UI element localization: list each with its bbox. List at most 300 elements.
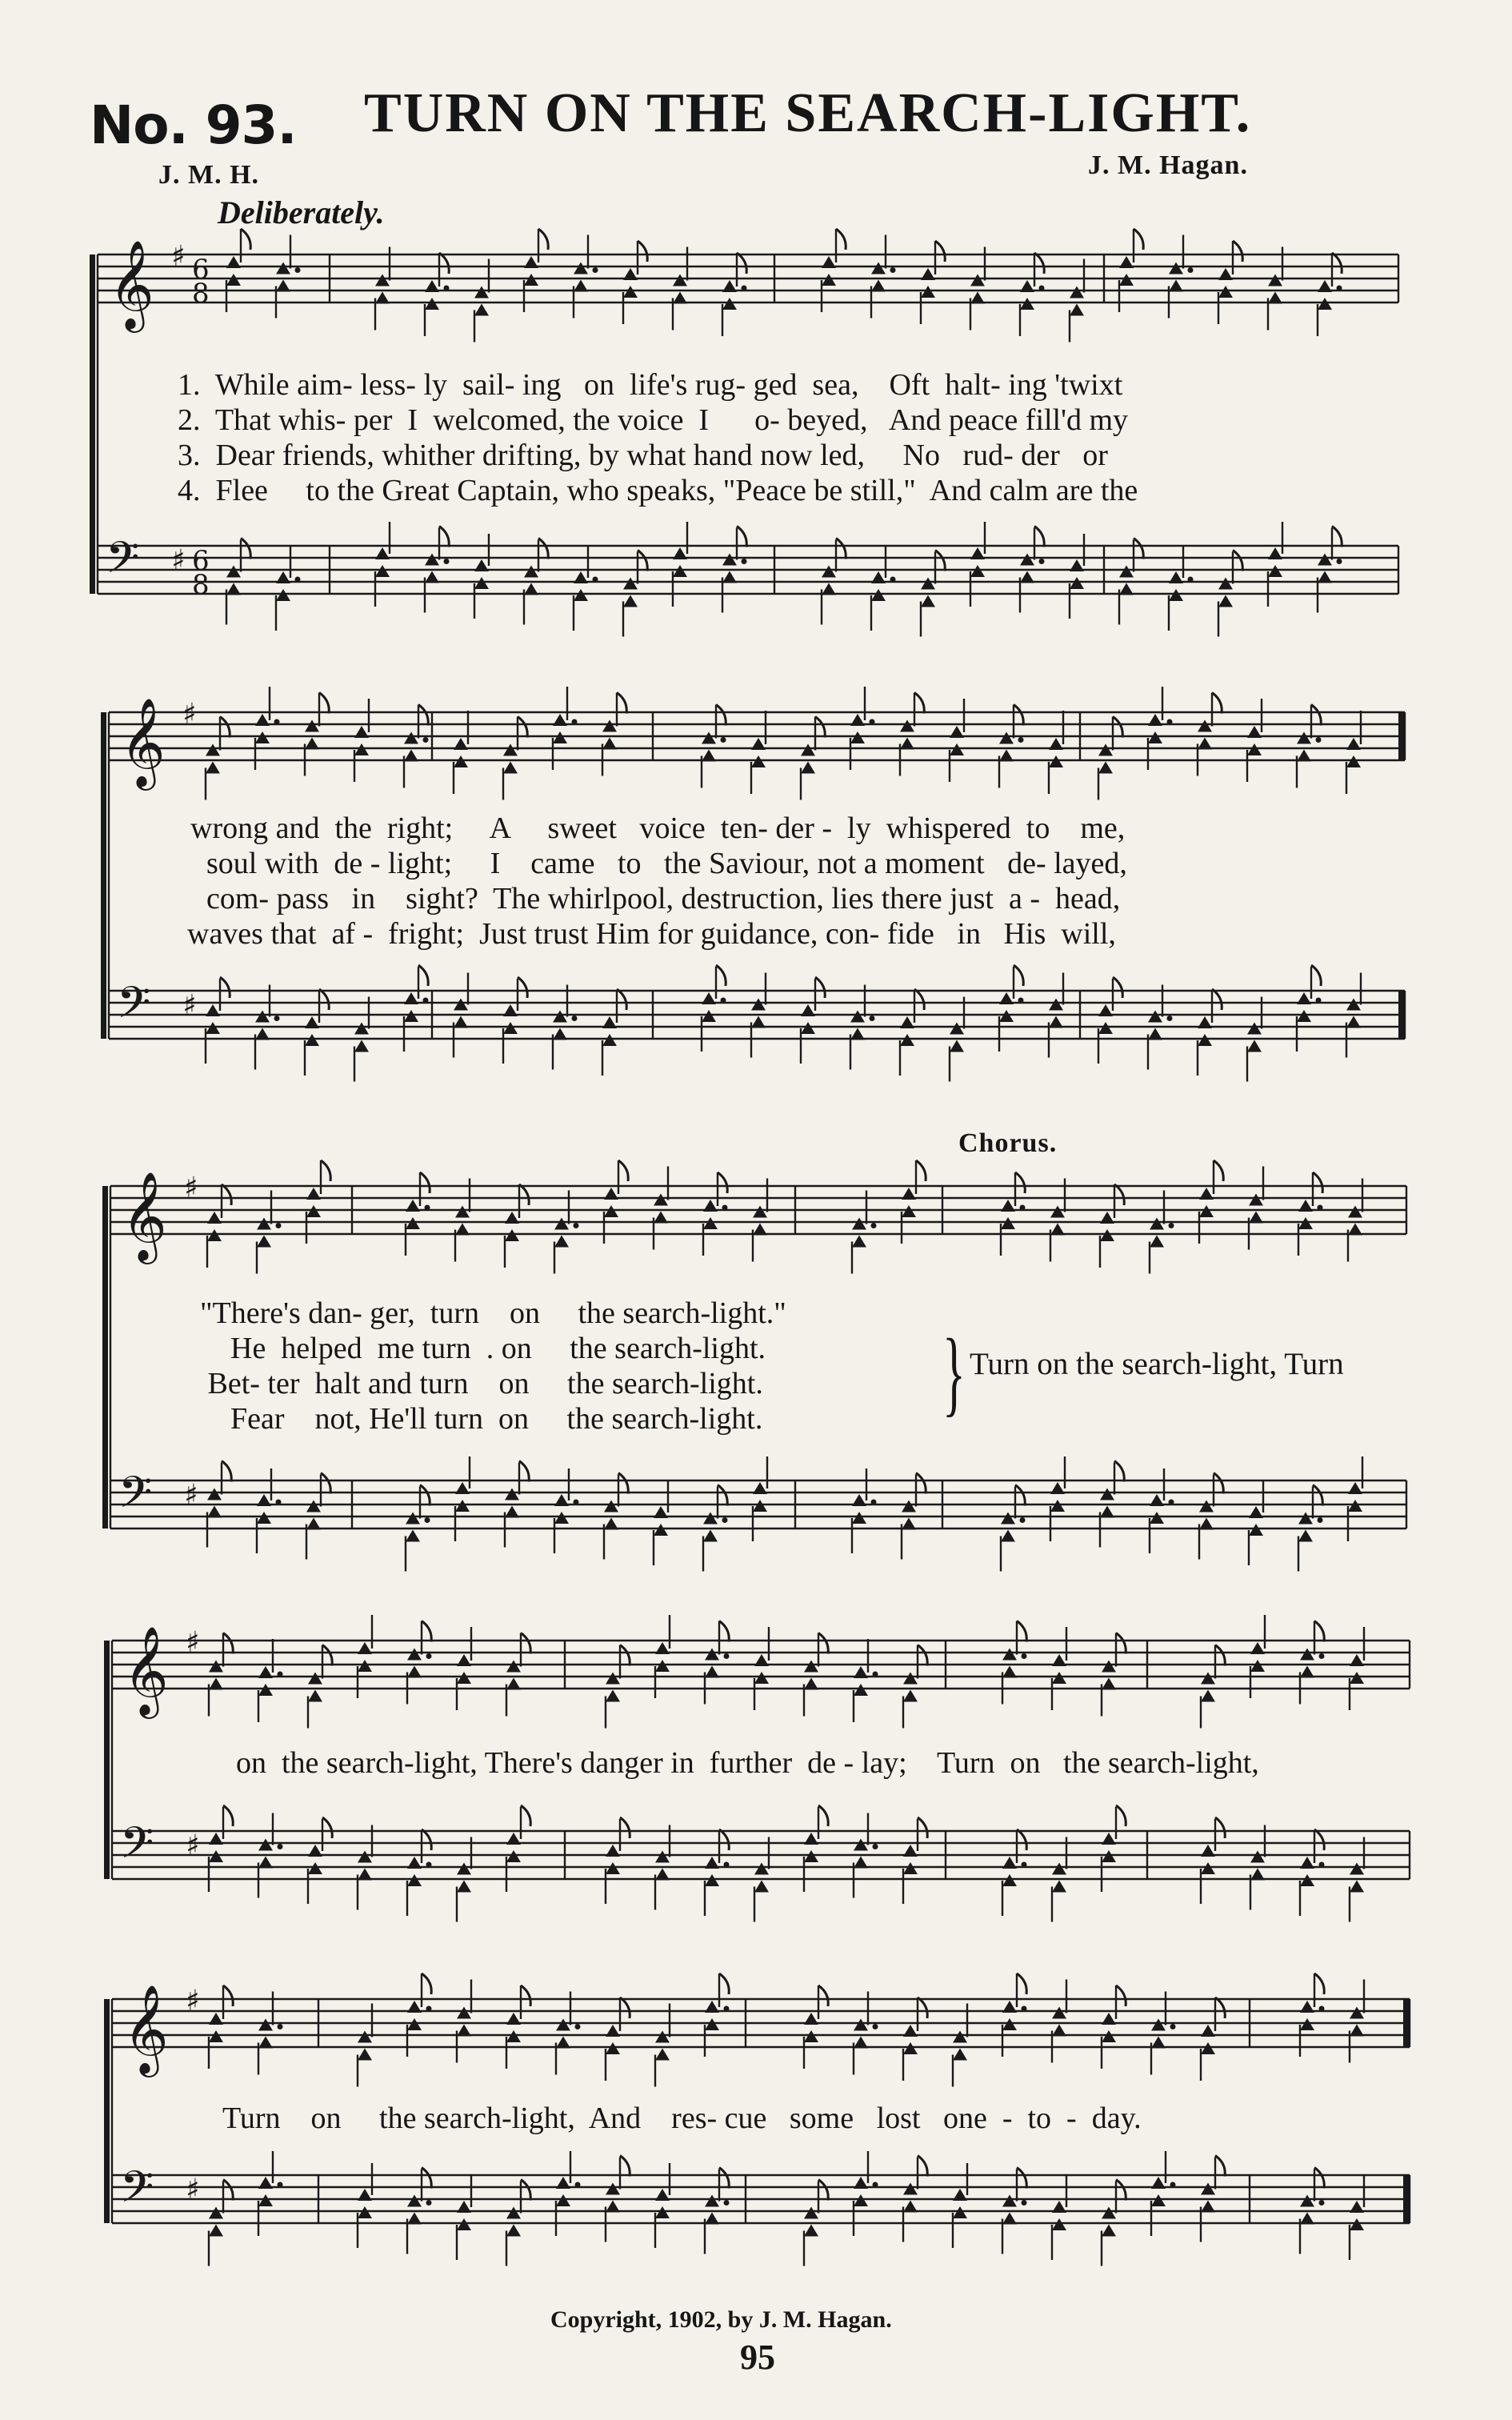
notehead	[1148, 1011, 1162, 1023]
augmentation-dot	[278, 2182, 283, 2188]
notehead	[903, 1673, 918, 1685]
notehead	[1268, 292, 1282, 304]
notehead	[425, 280, 439, 292]
augmentation-dot	[1022, 2006, 1027, 2012]
notehead	[308, 1690, 322, 1702]
notehead	[902, 1205, 916, 1217]
notehead	[852, 1236, 866, 1248]
notehead	[1268, 274, 1282, 286]
key-signature-sharp: ♯	[182, 989, 197, 1022]
notehead	[1020, 571, 1034, 583]
notehead	[574, 571, 588, 583]
notehead	[305, 1016, 319, 1028]
notehead	[258, 1684, 273, 1696]
notehead	[407, 1649, 422, 1661]
notehead	[1298, 1512, 1313, 1525]
notehead	[1300, 1857, 1314, 1869]
notehead	[1218, 268, 1233, 280]
note-flag	[521, 2180, 530, 2201]
note-flag	[1134, 229, 1143, 250]
notehead	[506, 1661, 521, 1673]
note-flag	[1214, 1473, 1223, 1494]
notehead	[1098, 744, 1113, 756]
notehead	[1350, 2201, 1364, 2213]
notehead	[1318, 571, 1332, 583]
augmentation-dot	[572, 1016, 578, 1021]
augmentation-dot	[278, 1672, 283, 1677]
note-flag	[223, 1805, 233, 1826]
notehead	[953, 2206, 967, 2218]
notehead	[574, 262, 588, 274]
notehead	[358, 1642, 372, 1654]
note-flag	[241, 229, 250, 250]
notehead	[454, 755, 468, 767]
augmentation-dot	[1337, 559, 1342, 564]
notehead	[950, 743, 964, 755]
augmentation-dot	[1167, 719, 1173, 725]
notehead	[999, 992, 1014, 1004]
notehead	[375, 565, 390, 577]
notehead	[1249, 1506, 1263, 1518]
notehead	[705, 1857, 719, 1869]
notehead	[454, 1016, 468, 1028]
hymn-number: No. 93.	[90, 94, 297, 156]
notehead	[255, 731, 270, 743]
notehead	[606, 1673, 620, 1685]
note-flag	[223, 1985, 233, 2006]
notehead	[209, 2225, 223, 2237]
notehead	[1350, 1863, 1364, 1875]
augmentation-dot	[890, 577, 896, 583]
notehead	[950, 726, 964, 738]
notehead	[207, 1229, 222, 1241]
notehead	[454, 738, 468, 750]
augmentation-dot	[873, 2182, 878, 2188]
notehead	[1318, 554, 1332, 566]
augmentation-dot	[873, 2024, 878, 2029]
augmentation-dot	[278, 2024, 283, 2029]
augmentation-dot	[1316, 737, 1322, 743]
note-flag	[1014, 965, 1023, 986]
notehead	[1001, 1200, 1015, 1212]
note-flag	[1017, 2168, 1026, 2189]
notehead	[308, 1673, 322, 1685]
notehead	[226, 583, 241, 595]
notehead	[854, 1857, 868, 1869]
notehead	[1300, 2213, 1314, 2225]
augmentation-dot	[870, 719, 875, 725]
note-flag	[935, 241, 945, 262]
note-flag	[322, 1645, 332, 1666]
augmentation-dot	[295, 577, 301, 583]
augmentation-dot	[1167, 1016, 1173, 1021]
notehead	[524, 566, 538, 578]
notehead	[1102, 1678, 1116, 1690]
notehead	[1346, 1016, 1361, 1028]
notehead	[1198, 1016, 1212, 1028]
hymn-title: TURN ON THE SEARCH-LIGHT.	[364, 82, 1252, 144]
notehead	[1346, 755, 1361, 767]
notehead	[754, 1863, 769, 1875]
note-flag	[916, 1473, 926, 1494]
lyric-line-s1-v4: 4. Flee to the Great Captain, who speaks, "Peace be still," And calm are the	[178, 474, 1138, 507]
note-flag	[716, 965, 726, 986]
note-flag	[638, 241, 647, 262]
notehead	[407, 2001, 422, 2013]
augmentation-dot	[276, 1223, 282, 1228]
notehead	[524, 583, 538, 595]
augmentation-dot	[721, 998, 726, 1004]
augmentation-dot	[423, 737, 429, 743]
notehead	[474, 286, 489, 298]
notehead	[606, 1862, 620, 1874]
notehead	[1268, 565, 1282, 577]
notehead	[305, 1034, 319, 1046]
note-flag	[422, 2168, 431, 2189]
augmentation-dot	[1018, 737, 1024, 743]
notehead	[457, 1654, 471, 1666]
thick-end-barline	[1403, 1999, 1409, 2047]
note-flag	[1313, 1172, 1322, 1193]
key-signature-sharp: ♯	[186, 1626, 200, 1659]
notehead	[425, 571, 439, 583]
note-flag	[818, 1633, 828, 1654]
notehead	[503, 1022, 518, 1034]
notehead	[306, 1188, 321, 1200]
notehead	[556, 2019, 570, 2031]
notehead	[308, 1862, 322, 1874]
notehead	[921, 268, 935, 280]
notehead	[276, 571, 290, 583]
notehead	[722, 280, 737, 292]
notehead	[655, 1851, 670, 1863]
time-signature-bottom: 8	[192, 569, 210, 601]
notehead	[804, 1661, 818, 1673]
notehead	[276, 589, 290, 601]
notehead	[455, 1206, 470, 1218]
note-flag	[1034, 527, 1044, 547]
system-brace-bar	[101, 712, 106, 1039]
notehead	[1002, 1857, 1017, 1869]
notehead	[902, 1188, 916, 1200]
notehead	[276, 262, 290, 274]
augmentation-dot	[724, 2200, 730, 2206]
notehead	[1300, 1649, 1314, 1661]
notehead	[1169, 262, 1183, 274]
notehead	[606, 1845, 620, 1857]
notehead	[1052, 2007, 1066, 2019]
note-flag	[818, 1805, 828, 1826]
notehead	[1201, 2183, 1215, 2195]
notehead	[921, 578, 935, 590]
notehead	[801, 1004, 815, 1016]
page-number: 95	[740, 2338, 775, 2377]
notehead	[673, 565, 687, 577]
time-signature-top: 6	[192, 254, 210, 286]
notehead	[804, 2207, 818, 2219]
augmentation-dot	[575, 2182, 581, 2188]
notehead	[257, 1236, 271, 1248]
notehead	[1052, 1654, 1066, 1666]
augmentation-dot	[278, 1844, 283, 1849]
augmentation-dot	[890, 267, 896, 273]
time-signature-top: 6	[192, 545, 210, 577]
note-flag	[719, 1621, 729, 1642]
note-flag	[1116, 2180, 1126, 2201]
augmentation-dot	[274, 1016, 280, 1021]
notehead	[1100, 1212, 1114, 1224]
notehead	[455, 1500, 470, 1512]
note-flag	[322, 1817, 332, 1838]
notehead	[871, 589, 886, 601]
augmentation-dot	[1169, 1223, 1174, 1228]
notehead	[1298, 1217, 1313, 1229]
note-flag	[836, 539, 846, 559]
notehead	[1050, 1500, 1065, 1512]
notehead	[258, 2194, 273, 2206]
notehead	[1102, 2013, 1116, 2025]
bass-clef: 𝄢	[120, 1817, 154, 1879]
note-flag	[1134, 539, 1143, 559]
notehead	[606, 2201, 620, 2213]
notehead	[406, 1512, 420, 1525]
notehead	[970, 274, 985, 286]
chorus-label: Chorus.	[958, 1128, 1058, 1158]
notehead	[255, 714, 270, 726]
note-flag	[439, 253, 449, 274]
notehead	[854, 1839, 868, 1851]
notehead	[1050, 1206, 1065, 1218]
augmentation-dot	[742, 559, 747, 564]
notehead	[850, 1011, 865, 1023]
notehead	[1002, 2195, 1017, 2207]
augmentation-dot	[425, 1205, 430, 1211]
notehead	[1102, 1661, 1116, 1673]
notehead	[209, 2013, 223, 2025]
notehead	[524, 274, 538, 286]
notehead	[1102, 2225, 1116, 2237]
notehead	[1350, 2007, 1364, 2019]
notehead	[1300, 1874, 1314, 1886]
notehead	[375, 292, 390, 304]
augmentation-dot	[1319, 2200, 1325, 2206]
notehead	[1350, 2025, 1364, 2037]
notehead	[655, 1642, 670, 1654]
notehead	[854, 2177, 868, 2189]
notehead	[506, 2030, 521, 2042]
note-flag	[617, 989, 626, 1010]
note-flag	[1332, 527, 1342, 547]
notehead	[276, 280, 290, 292]
augmentation-dot	[1318, 1517, 1323, 1523]
notehead	[970, 565, 985, 577]
notehead	[1148, 1028, 1162, 1040]
note-flag	[1014, 705, 1023, 726]
notehead	[854, 2194, 868, 2206]
augmentation-dot	[426, 1862, 432, 1868]
augmentation-dot	[724, 1653, 730, 1659]
note-flag	[519, 1184, 529, 1205]
composer-credit: J. M. Hagan.	[1088, 150, 1248, 180]
note-flag	[719, 1973, 729, 1994]
notehead	[751, 738, 766, 750]
notehead	[1052, 1863, 1066, 1875]
notehead	[258, 1857, 273, 1869]
notehead	[852, 1494, 866, 1506]
notehead	[655, 1660, 670, 1672]
notehead	[553, 1028, 567, 1040]
note-flag	[1015, 1172, 1025, 1193]
augmentation-dot	[1039, 286, 1045, 291]
note-flag	[521, 1805, 530, 1826]
lyric-line-s1-v2: 2. That whis- per I welcomed, the voice I o- beyed, And peace fill'd my	[178, 403, 1129, 437]
notehead	[1002, 1666, 1017, 1678]
bass-clef: 𝄢	[117, 977, 151, 1039]
lyric-line-s2-v3: com- pass in sight? The whirlpool, destruction, lies there just a - head,	[206, 882, 1121, 916]
treble-clef: 𝄞	[123, 1984, 169, 2073]
notehead	[354, 1040, 369, 1052]
notehead	[854, 2019, 868, 2031]
notehead	[1297, 750, 1311, 762]
note-flag	[935, 551, 945, 571]
notehead	[358, 1851, 372, 1863]
notehead	[457, 1881, 471, 1893]
note-flag	[1233, 241, 1242, 262]
notehead	[702, 732, 716, 744]
notehead	[457, 1672, 471, 1684]
notehead	[554, 1512, 569, 1524]
notehead	[503, 762, 518, 774]
notehead	[1102, 2030, 1116, 2042]
note-flag	[420, 1485, 430, 1506]
augmentation-dot	[444, 559, 450, 564]
notehead	[425, 554, 439, 566]
notehead	[871, 571, 886, 583]
notehead	[257, 1218, 271, 1230]
notehead	[903, 2183, 918, 2195]
notehead	[207, 1506, 222, 1518]
notehead	[554, 1218, 569, 1230]
notehead	[753, 1224, 767, 1236]
notehead	[1049, 738, 1063, 750]
lyric-line-s1-v3: 3. Dear friends, whither drifting, by what hand now led, No rud- der or	[178, 439, 1108, 472]
note-flag	[518, 977, 527, 998]
notehead	[207, 1488, 222, 1500]
notehead	[1102, 2207, 1116, 2219]
notehead	[354, 743, 369, 755]
augmentation-dot	[1337, 286, 1342, 291]
notehead	[1247, 1040, 1262, 1052]
notehead	[1119, 274, 1134, 286]
notehead	[306, 1205, 321, 1217]
notehead	[623, 268, 638, 280]
notehead	[604, 1188, 618, 1200]
notehead	[305, 720, 319, 732]
notehead	[407, 2018, 422, 2030]
notehead	[1348, 1482, 1362, 1494]
note-flag	[815, 977, 825, 998]
notehead	[358, 2189, 372, 2201]
lyric-line-s2-v1: wrong and the right; A sweet voice ten- der - ly whispered to me,	[190, 811, 1126, 845]
notehead	[207, 1212, 222, 1224]
notehead	[1052, 2025, 1066, 2037]
notehead	[1150, 1494, 1164, 1506]
note-flag	[1034, 253, 1044, 274]
augmentation-dot	[1319, 2006, 1325, 2012]
notehead	[306, 1500, 321, 1512]
notehead	[1298, 1200, 1313, 1212]
notehead	[854, 1666, 868, 1678]
notehead	[1298, 1530, 1313, 1542]
copyright-notice: Copyright, 1902, by J. M. Hagan.	[550, 2306, 892, 2333]
system-brace-bar	[102, 1186, 108, 1529]
notehead	[1297, 1010, 1311, 1022]
augmentation-dot	[1022, 1862, 1027, 1868]
notehead	[705, 2213, 719, 2225]
notehead	[1201, 1862, 1215, 1874]
notehead	[754, 1672, 769, 1684]
lyric-line-s5: Turn on the search-light, And res- cue some lost one - to - day.	[222, 2101, 1142, 2135]
note-flag	[1116, 1805, 1126, 1826]
notehead	[606, 1690, 620, 1702]
notehead	[903, 1690, 918, 1702]
notehead	[722, 554, 737, 566]
notehead	[1350, 1672, 1364, 1684]
note-flag	[521, 1985, 530, 2006]
notehead	[850, 714, 865, 726]
notehead	[623, 595, 638, 607]
notehead	[209, 1850, 223, 1862]
notehead	[1119, 256, 1134, 268]
augmentation-dot	[873, 1844, 878, 1849]
notehead	[505, 1229, 519, 1241]
thick-end-barline	[1403, 2175, 1409, 2223]
augmentation-dot	[426, 2200, 432, 2206]
notehead	[206, 1022, 220, 1034]
notehead	[673, 274, 687, 286]
key-signature-sharp: ♯	[184, 1172, 198, 1204]
notehead	[903, 1845, 918, 1857]
notehead	[1100, 1229, 1114, 1241]
notehead	[1247, 726, 1262, 738]
notehead	[654, 1506, 668, 1518]
augmentation-dot	[1022, 2200, 1027, 2206]
notehead	[1201, 1690, 1215, 1702]
lyricist-credit: J. M. H.	[158, 160, 260, 190]
note-flag	[1114, 1461, 1124, 1482]
notehead	[457, 2218, 471, 2230]
key-signature-sharp: ♯	[184, 1479, 198, 1512]
notehead	[921, 595, 935, 607]
notehead	[375, 274, 390, 286]
augmentation-dot	[873, 1672, 878, 1677]
lyric-line-s3-v3: Bet- ter halt and turn on the search-light.	[200, 1367, 763, 1400]
notehead	[801, 762, 815, 774]
notehead	[1020, 554, 1034, 566]
notehead	[1218, 286, 1233, 298]
treble-clef: 𝄞	[122, 1171, 167, 1260]
notehead	[854, 2037, 868, 2049]
note-flag	[620, 1997, 630, 2018]
notehead	[574, 280, 588, 292]
notehead	[903, 2025, 918, 2037]
augmentation-dot	[276, 1500, 282, 1505]
notehead	[921, 286, 935, 298]
notehead	[1070, 304, 1084, 316]
notehead	[455, 1482, 470, 1494]
notehead	[602, 738, 617, 750]
notehead	[902, 1518, 916, 1530]
